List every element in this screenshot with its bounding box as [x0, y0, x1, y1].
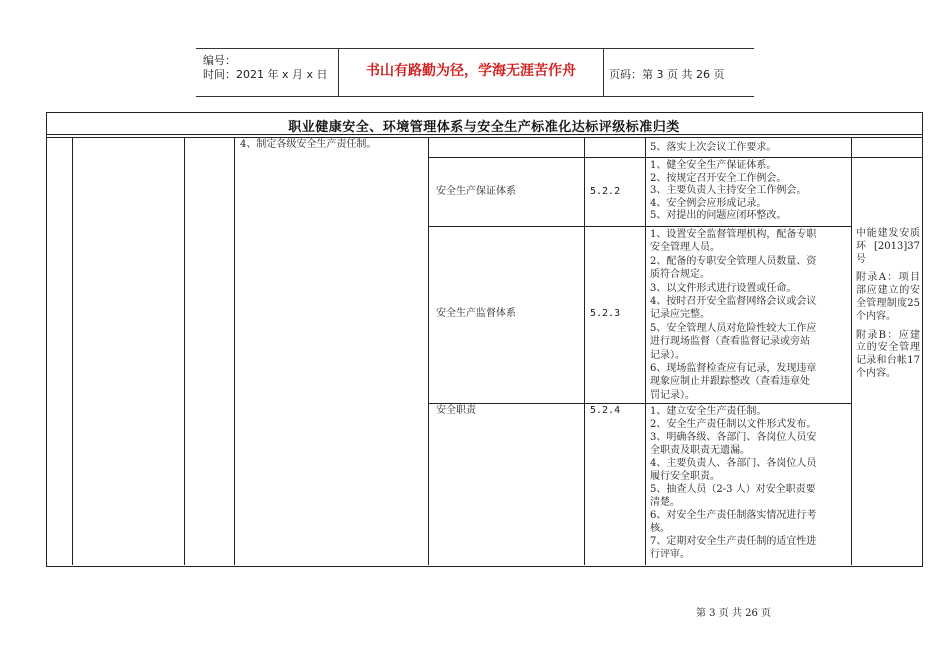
list-item: 1、设置安全监督管理机构，配备专职	[650, 229, 817, 240]
remark-appendix-a: 附录A：项目部应建立的安全管理制度25个内容。	[856, 272, 920, 322]
list-item: 5、安全管理人员对危险性较大工作应	[650, 322, 817, 334]
remarks-column	[856, 228, 920, 387]
title-subrule	[46, 137, 922, 138]
row-items-safety-supervision	[650, 228, 816, 402]
header-divider-right	[603, 48, 604, 97]
list-item: 6、现场监督检查应有记录，发现违章	[650, 363, 817, 375]
row-code-safety-duties: 5.2.4	[590, 405, 621, 416]
row-line-b	[428, 226, 852, 227]
col-line-2	[184, 137, 185, 565]
footer-page-number: 第 3 页 共 26 页	[696, 608, 771, 619]
remark-standard-ref: 中能建发安质环[2013]37号	[856, 228, 920, 265]
list-item: 履行安全职责。	[650, 471, 720, 482]
top-partial-item: 5、落实上次会议工作要求。	[650, 142, 777, 153]
list-item: 3、以文件形式进行设置或任命。	[650, 282, 797, 294]
col-line-7	[851, 137, 852, 565]
table-title: 职业健康安全、环境管理体系与安全生产标准化达标评级标准归类	[288, 120, 680, 135]
row-code-safety-guarantee: 5.2.2	[590, 186, 621, 197]
list-item: 2、安全生产责任制以文件形式发布。	[650, 419, 817, 430]
row-items-safety-duties	[650, 405, 816, 561]
list-item: 核。	[650, 523, 670, 534]
list-item: 记录）。	[650, 349, 685, 361]
list-item: 进行现场监督（查看监督记录或旁站	[650, 336, 810, 348]
list-item: 5、抽查人员（2-3 人）对安全职责要	[650, 484, 816, 495]
col-line-5	[584, 137, 585, 565]
list-item: 7、定期对安全生产责任制的适宜性进	[650, 536, 817, 547]
row-name-safety-duties: 安全职责	[436, 405, 476, 416]
list-item: 记录应完整。	[650, 309, 710, 321]
row-line-a	[428, 157, 922, 158]
list-item: 安全管理人员。	[650, 242, 720, 254]
row-line-c	[428, 403, 852, 404]
document-number-label: 编号：	[203, 54, 236, 67]
list-item: 1、健全安全生产保证体系。	[650, 160, 777, 171]
list-item: 行评审。	[650, 549, 690, 560]
header-bottom-rule	[196, 96, 754, 97]
row-code-safety-supervision: 5.2.3	[590, 308, 621, 319]
list-item: 质符合规定。	[650, 269, 710, 281]
row-name-safety-supervision: 安全生产监督体系	[436, 308, 516, 319]
list-item: 2、配备的专职安全管理人员数量、资	[650, 255, 817, 267]
list-item: 1、建立安全生产责任制。	[650, 406, 767, 417]
list-item: 2、按规定召开安全工作例会。	[650, 172, 787, 184]
list-item: 现象应制止并跟踪整改（查看违章处	[650, 376, 810, 388]
list-item: 4、按时召开安全监督网络会议或会议	[650, 296, 817, 308]
header-motto: 书山有路勤为径，学海无涯苦作舟	[366, 63, 576, 79]
col-line-3	[234, 137, 235, 565]
list-item: 3、明确各级、各部门、各岗位人员安	[650, 432, 817, 443]
list-item: 3、主要负责人主持安全工作例会。	[650, 185, 807, 196]
row-name-safety-guarantee: 安全生产保证体系	[436, 186, 516, 197]
list-item: 全职责及职责无遗漏。	[650, 445, 750, 456]
header-divider-left	[338, 48, 339, 97]
col-line-1	[72, 137, 73, 565]
list-item: 6、对安全生产责任制落实情况进行考	[650, 510, 817, 521]
col-line-6	[645, 137, 646, 565]
list-item: 4、安全例会应形成记录。	[650, 197, 767, 209]
left-item-text: 4、制定各级安全生产责任制。	[240, 139, 377, 150]
document-time-label: 时间：2021 年 x 月 x 日	[203, 68, 328, 81]
header-top-rule	[196, 48, 754, 49]
list-item: 罚记录）。	[650, 389, 695, 401]
row-items-safety-guarantee	[650, 160, 806, 223]
list-item: 清楚。	[650, 497, 680, 508]
remark-appendix-b: 附录B：应建立的安全管理记录和台帐17个内容。	[856, 329, 920, 379]
page-counter: 页码：第 3 页 共 26 页	[609, 68, 725, 81]
list-item: 5、对提出的问题应闭环整改。	[650, 210, 787, 221]
title-bottom-rule	[46, 134, 922, 135]
col-line-4	[428, 137, 429, 565]
list-item: 4、主要负责人、各部门、各岗位人员	[650, 458, 817, 469]
